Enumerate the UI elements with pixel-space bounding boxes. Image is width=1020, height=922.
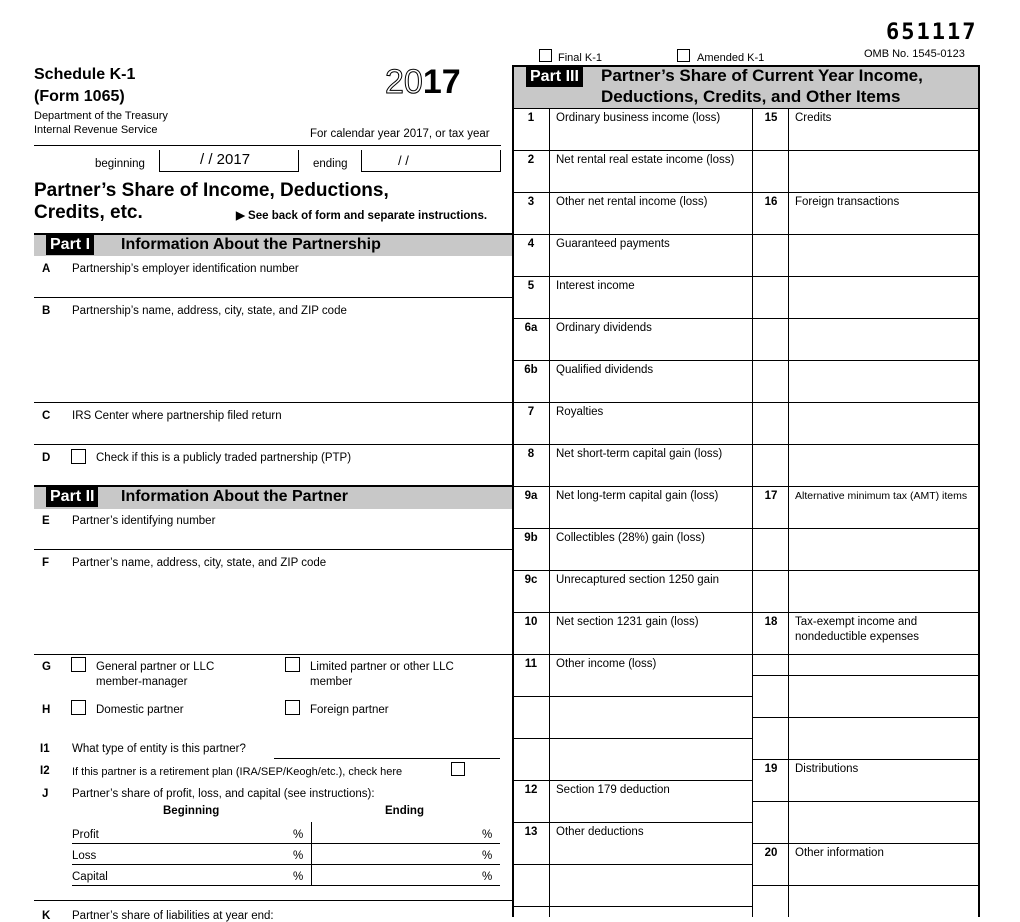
part3-label: Part III	[526, 67, 583, 87]
line-divider	[514, 780, 752, 781]
line-19-number: 19	[764, 763, 778, 775]
line-divider	[753, 192, 978, 193]
part2-label: Part II	[46, 487, 98, 507]
part1-title: Information About the Partnership	[121, 236, 381, 253]
line-4-number: 4	[527, 238, 535, 250]
item-g-letter: G	[42, 661, 51, 673]
line-9a-label: Net long-term capital gain (loss)	[556, 490, 719, 502]
line-5-number: 5	[527, 280, 535, 292]
limited-partner-checkbox[interactable]	[285, 657, 300, 672]
line-8-amount-field[interactable]	[550, 463, 752, 485]
line-7-label: Royalties	[556, 406, 604, 418]
foreign-partner-checkbox[interactable]	[285, 700, 300, 715]
line-11-label: Other income (loss)	[556, 658, 657, 670]
line-divider	[753, 402, 978, 403]
line-divider	[514, 864, 752, 865]
line-9b-number: 9b	[524, 532, 538, 544]
line-divider	[514, 906, 752, 907]
line-2-amount-field[interactable]	[550, 169, 752, 191]
line-15-number: 15	[764, 112, 778, 124]
irs-label: Internal Revenue Service	[34, 124, 158, 136]
tax-year	[385, 62, 461, 102]
line-1-amount-field[interactable]	[550, 127, 752, 149]
item-a-label: Partnership’s employer identification number	[72, 263, 299, 275]
line-divider	[753, 885, 978, 886]
line-17-number: 17	[764, 490, 778, 502]
loss-row-line[interactable]	[72, 864, 500, 865]
profit-row-line[interactable]	[72, 843, 500, 844]
line-3-amount-field[interactable]	[550, 211, 752, 233]
line-9b-label: Collectibles (28%) gain (loss)	[556, 532, 705, 544]
line-divider	[753, 444, 978, 445]
line-6b-amount-field[interactable]	[550, 379, 752, 401]
ending-label: ending	[313, 158, 348, 170]
line-7-number: 7	[527, 406, 535, 418]
line-5-label: Interest income	[556, 280, 635, 292]
domestic-partner-label: Domestic partner	[96, 704, 184, 716]
line-divider	[753, 150, 978, 151]
line-2-label: Net rental real estate income (loss)	[556, 154, 735, 166]
line-6a-number: 6a	[524, 322, 538, 334]
ending-date-field[interactable]	[361, 150, 501, 172]
line-8-label: Net short-term capital gain (loss)	[556, 448, 723, 460]
line-divider	[514, 738, 752, 739]
year-bold: 17	[422, 63, 461, 101]
line-4-amount-field[interactable]	[550, 253, 752, 275]
item-h-letter: H	[42, 704, 51, 716]
beginning-date-field[interactable]	[159, 150, 299, 172]
schedule-title: Schedule K-1	[34, 66, 136, 83]
line-divider	[514, 822, 752, 823]
loss-begin-pct: %	[293, 850, 304, 862]
general-partner-label2: member-manager	[96, 676, 188, 688]
form-number: (Form 1065)	[34, 88, 125, 105]
line-divider	[514, 318, 752, 319]
line-17-label: Alternative minimum tax (AMT) items	[795, 490, 968, 502]
retirement-plan-checkbox[interactable]	[451, 762, 465, 776]
line-7-amount-field[interactable]	[550, 421, 752, 443]
line-divider	[753, 528, 978, 529]
beginning-date-value: / / 2017	[200, 151, 251, 168]
beginning-label: beginning	[95, 158, 145, 170]
line-20-number: 20	[764, 847, 778, 859]
amended-k1-label: Amended K-1	[697, 52, 765, 64]
domestic-partner-checkbox[interactable]	[71, 700, 86, 715]
line-16-label: Foreign transactions	[795, 196, 900, 208]
line-divider	[514, 276, 752, 277]
line-16-number: 16	[764, 196, 778, 208]
form-code: 651117	[886, 20, 978, 45]
item-d-label: Check if this is a publicly traded partnership (PTP)	[96, 452, 352, 464]
line-divider	[514, 654, 752, 655]
omb-number: OMB No. 1545-0123	[864, 48, 965, 60]
line-9c-number: 9c	[524, 574, 538, 586]
line-3-label: Other net rental income (loss)	[556, 196, 708, 208]
line-6b-label: Qualified dividends	[556, 364, 654, 376]
line-divider	[753, 843, 978, 844]
line-divider	[753, 612, 978, 613]
part2-title: Information About the Partner	[121, 488, 348, 505]
line-6a-amount-field[interactable]	[550, 337, 752, 359]
item-i1-letter: I1	[40, 743, 50, 755]
line-8-number: 8	[527, 448, 535, 460]
ending-date-value: / /	[398, 153, 409, 168]
loss-end-pct: %	[482, 850, 493, 862]
profit-label: Profit	[72, 829, 99, 841]
line-11-amount-field[interactable]	[550, 673, 752, 695]
line-9a-number: 9a	[524, 490, 538, 502]
line-19-label: Distributions	[795, 763, 859, 775]
line-1-number: 1	[527, 112, 535, 124]
line-10-amount-field[interactable]	[550, 631, 752, 653]
item-f-label: Partner’s name, address, city, state, and ZIP code	[72, 557, 327, 569]
j-ending-header: Ending	[385, 805, 424, 817]
item-j-label: Partner’s share of profit, loss, and capital (see instructions):	[72, 788, 375, 800]
j-beginning-header: Beginning	[163, 805, 220, 817]
form-title-line2: Credits, etc.	[34, 202, 143, 223]
line-divider	[753, 654, 978, 655]
item-j-letter: J	[42, 788, 49, 800]
final-k1-label: Final K-1	[558, 52, 603, 64]
line-divider	[514, 234, 752, 235]
part1-label: Part I	[46, 235, 94, 255]
loss-label: Loss	[72, 850, 97, 862]
line-18-number: 18	[764, 616, 778, 628]
capital-row-line[interactable]	[72, 885, 500, 886]
line-divider	[753, 276, 978, 277]
line-6b-number: 6b	[524, 364, 538, 376]
line-divider	[514, 612, 752, 613]
part3-title1: Partner’s Share of Current Year Income,	[601, 66, 923, 85]
line-divider	[514, 528, 752, 529]
line-13-number: 13	[524, 826, 538, 838]
line-5-amount-field[interactable]	[550, 295, 752, 317]
item-a-letter: A	[42, 263, 51, 275]
year-light: 20	[385, 63, 423, 101]
line-10-number: 10	[524, 616, 538, 628]
part3-title2: Deductions, Credits, and Other Items	[601, 87, 901, 106]
line-2-number: 2	[527, 154, 535, 166]
line-divider	[753, 234, 978, 235]
line-divider	[514, 444, 752, 445]
limited-partner-label2: member	[310, 676, 353, 688]
foreign-partner-label: Foreign partner	[310, 704, 389, 716]
line-divider	[753, 318, 978, 319]
line-divider	[753, 360, 978, 361]
line-9c-amount-field[interactable]	[550, 589, 752, 611]
line-12-label: Section 179 deduction	[556, 784, 670, 796]
line-18-label2: nondeductible expenses	[795, 631, 920, 643]
line-11-number: 11	[524, 658, 538, 670]
item-k-letter: K	[42, 910, 51, 922]
general-partner-checkbox[interactable]	[71, 657, 86, 672]
line-6a-label: Ordinary dividends	[556, 322, 652, 334]
see-back-instructions: ▶ See back of form and separate instructions.	[236, 210, 488, 222]
line-3-number: 3	[527, 196, 535, 208]
line-13-label: Other deductions	[556, 826, 644, 838]
line-10-label: Net section 1231 gain (loss)	[556, 616, 699, 628]
item-e-letter: E	[42, 515, 50, 527]
line-divider	[753, 570, 978, 571]
entity-type-field[interactable]	[274, 758, 500, 759]
item-i2-label: If this partner is a retirement plan (IRA/SEP/Keogh/etc.), check here	[72, 766, 403, 778]
line-18-label: Tax-exempt income and	[795, 616, 918, 628]
line-12-number: 12	[524, 784, 538, 796]
item-b-label: Partnership’s name, address, city, state, and ZIP code	[72, 305, 347, 317]
capital-label: Capital	[72, 871, 108, 883]
line-divider	[514, 402, 752, 403]
item-c-label: IRS Center where partnership filed return	[72, 410, 282, 422]
line-15-label: Credits	[795, 112, 832, 124]
item-i1-label: What type of entity is this partner?	[72, 743, 246, 755]
item-i2-letter: I2	[40, 765, 50, 777]
line-divider	[514, 696, 752, 697]
line-13-amount-field[interactable]	[550, 841, 752, 863]
capital-end-pct: %	[482, 871, 493, 883]
line-divider	[753, 759, 978, 760]
line-12-amount-field[interactable]	[550, 799, 752, 821]
calendar-year-text: For calendar year 2017, or tax year	[310, 128, 490, 140]
item-e-label: Partner’s identifying number	[72, 515, 216, 527]
line-divider	[753, 675, 978, 676]
item-k-label: Partner’s share of liabilities at year end:	[72, 910, 274, 922]
amended-k1-checkbox[interactable]	[677, 49, 690, 62]
general-partner-label1: General partner or LLC	[96, 661, 215, 673]
line-divider	[753, 717, 978, 718]
profit-begin-pct: %	[293, 829, 304, 841]
limited-partner-label1: Limited partner or other LLC	[310, 661, 454, 673]
ptp-checkbox[interactable]	[71, 449, 86, 464]
line-9a-amount-field[interactable]	[550, 505, 752, 527]
line-divider	[514, 192, 752, 193]
line-divider	[514, 360, 752, 361]
line-divider	[514, 486, 752, 487]
line-divider	[514, 150, 752, 151]
profit-end-pct: %	[482, 829, 493, 841]
line-divider	[753, 801, 978, 802]
line-20-label: Other information	[795, 847, 884, 859]
line-4-label: Guaranteed payments	[556, 238, 670, 250]
dept-treasury: Department of the Treasury	[34, 110, 168, 122]
line-9c-label: Unrecaptured section 1250 gain	[556, 574, 720, 586]
item-c-letter: C	[42, 410, 51, 422]
form-title-line1: Partner’s Share of Income, Deductions,	[34, 180, 389, 201]
line-divider	[753, 486, 978, 487]
line-1-label: Ordinary business income (loss)	[556, 112, 721, 124]
item-d-letter: D	[42, 452, 51, 464]
line-9b-amount-field[interactable]	[550, 547, 752, 569]
line-divider	[514, 570, 752, 571]
item-f-letter: F	[42, 557, 50, 569]
item-b-letter: B	[42, 305, 51, 317]
final-k1-checkbox[interactable]	[539, 49, 552, 62]
capital-begin-pct: %	[293, 871, 304, 883]
